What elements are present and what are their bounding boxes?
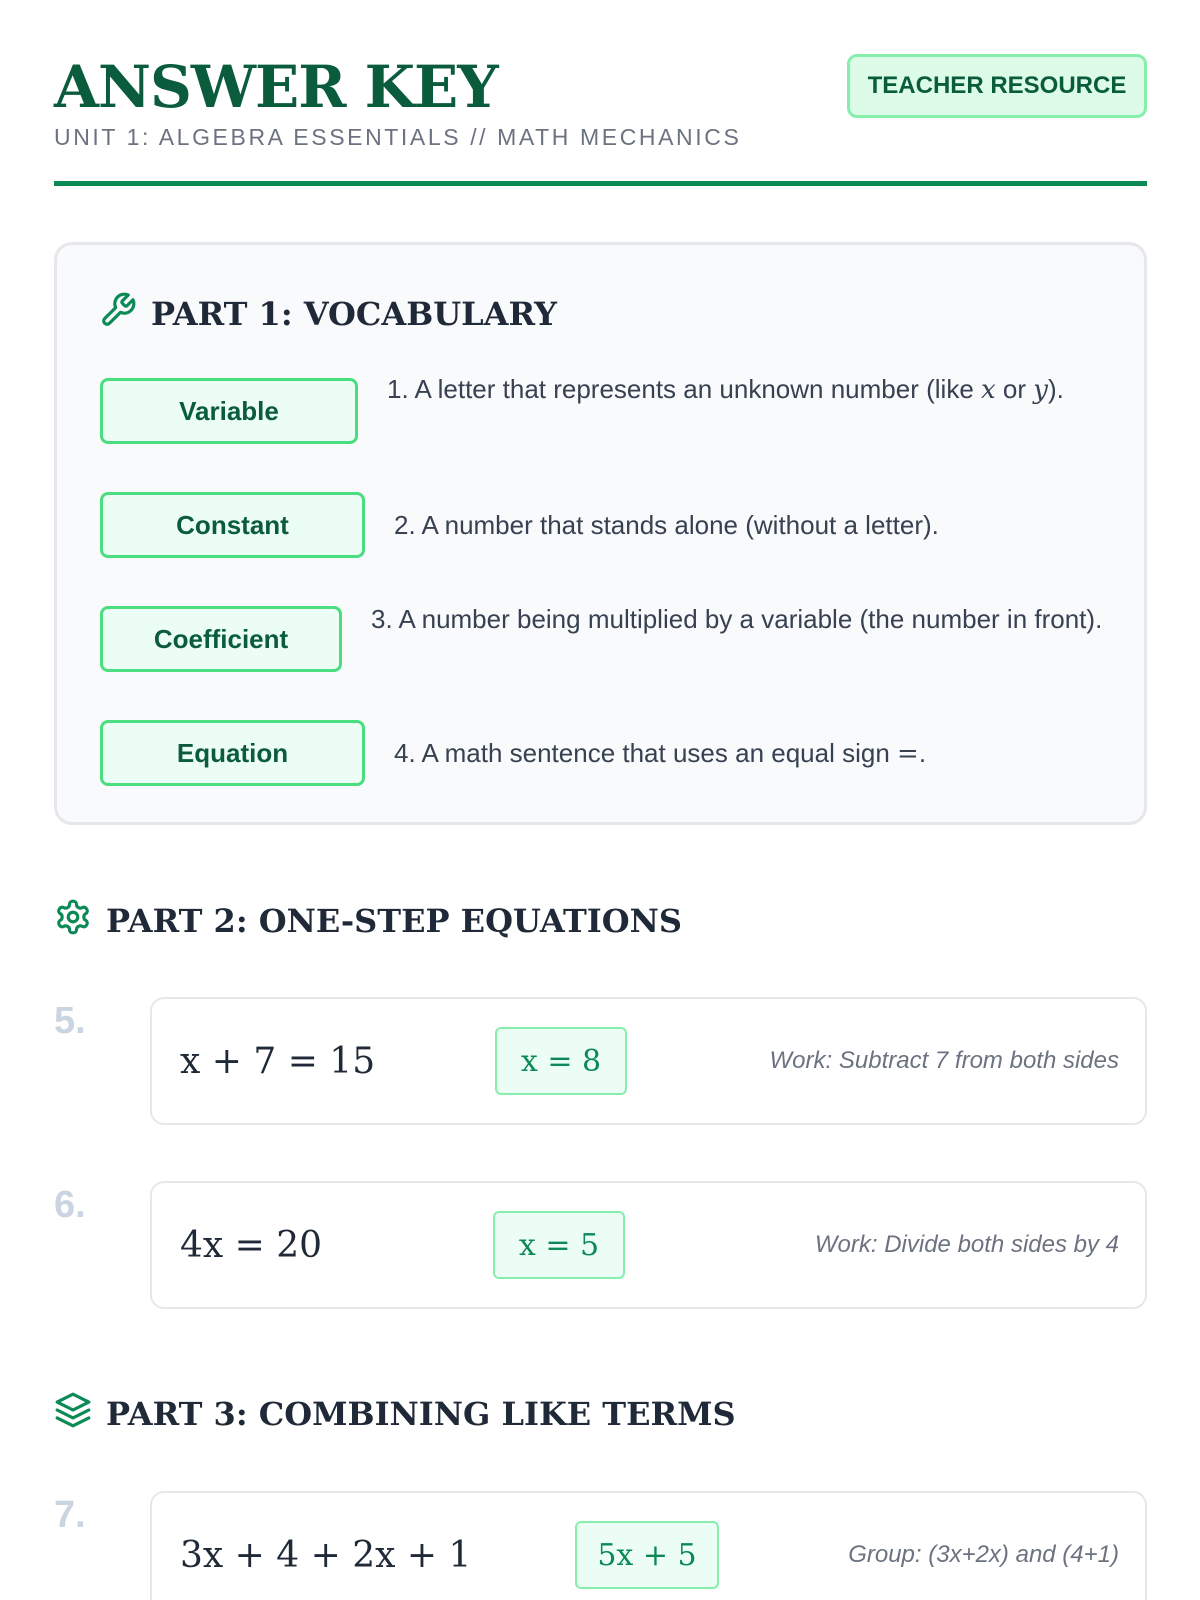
term-variable: Variable [100,378,358,444]
definition-3: 3. A number being multiplied by a variable (the number in front). [371,604,1103,634]
question-expression: x + 7 = 15 [180,1040,376,1082]
vocabulary-card [54,242,1147,825]
question-number: 6. [54,1184,86,1226]
definition-1-var-y: y [1033,375,1048,405]
definition-4-text-c: . [918,738,927,768]
part1-title: PART 1: VOCABULARY [151,295,557,333]
layers-icon [54,1391,92,1437]
part2-title: PART 2: ONE-STEP EQUATIONS [106,902,682,940]
work-hint: Work: Divide both sides by 4 [814,1231,1119,1258]
part2-heading [54,898,682,944]
question-number: 5. [54,1000,86,1042]
gear-icon [54,898,92,944]
wrench-icon [99,291,137,337]
answer-box: x = 8 [495,1027,627,1095]
answer-box: x = 5 [493,1211,625,1279]
part3-heading [54,1391,736,1437]
definition-1 [387,369,1107,410]
definition-1-text-b: or [995,374,1034,404]
question-expression: 4x = 20 [180,1224,323,1266]
question-card-7 [150,1491,1147,1600]
definition-1-text-a: 1. A letter that represents an unknown number (like [387,374,982,404]
definition-4 [394,733,1094,774]
definition-1-text-c: ). [1047,374,1064,404]
answer-box: 5x + 5 [575,1521,719,1589]
question-card-6 [150,1181,1147,1309]
term-coefficient: Coefficient [100,606,342,672]
question-number: 7. [54,1494,86,1536]
definition-4-text-a: 4. A math sentence that uses an equal sign [394,738,898,768]
definition-4-equal-sign: = [897,739,919,769]
teacher-resource-badge: TEACHER RESOURCE [847,54,1147,118]
part1-heading [99,291,557,337]
question-card-5 [150,997,1147,1125]
part3-title: PART 3: COMBINING LIKE TERMS [106,1395,736,1433]
term-constant: Constant [100,492,365,558]
term-equation: Equation [100,720,365,786]
page-header [54,52,1147,186]
page-title: ANSWER KEY [54,53,498,121]
work-hint: Work: Subtract 7 from both sides [769,1047,1119,1074]
page-subtitle: UNIT 1: ALGEBRA ESSENTIALS // MATH MECHANICS [54,124,742,150]
question-expression: 3x + 4 + 2x + 1 [180,1534,472,1576]
definition-1-var-x: x [981,375,996,405]
definition-2: 2. A number that stands alone (without a letter). [394,510,939,540]
work-hint: Group: (3x+2x) and (4+1) [848,1541,1119,1568]
